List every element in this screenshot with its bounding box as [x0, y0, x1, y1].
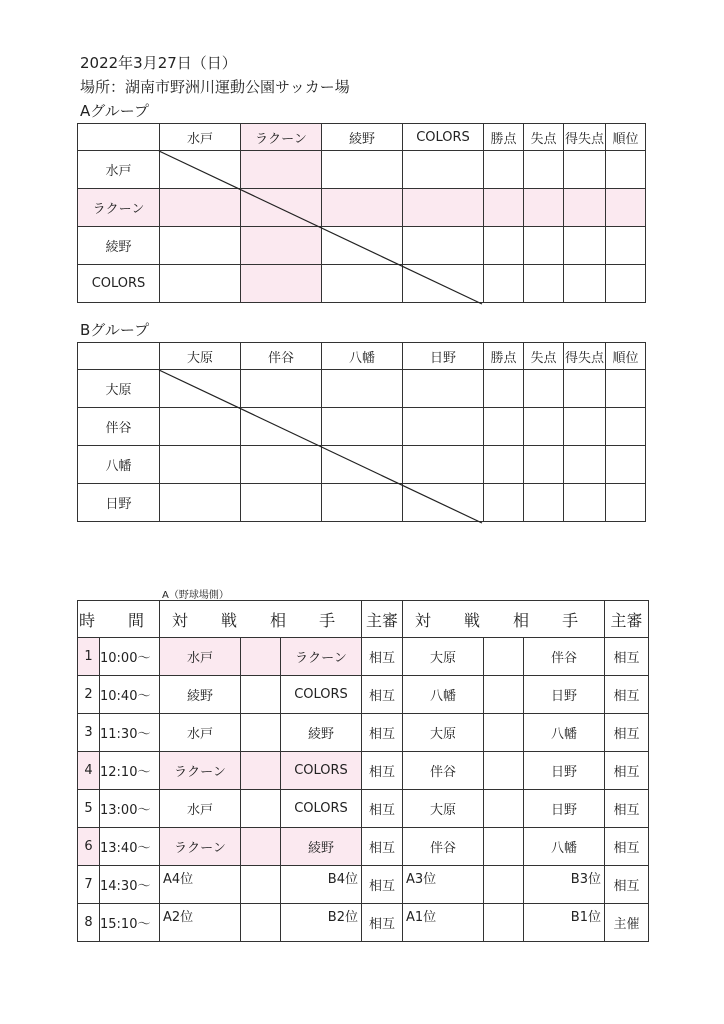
score-cell: [403, 189, 484, 227]
referee-cell: 相互: [362, 790, 403, 828]
home-team: ラクーン: [160, 752, 241, 790]
referee-cell: 相互: [362, 752, 403, 790]
spacer-cell: [241, 752, 281, 790]
spacer-cell: [241, 714, 281, 752]
home-team: 水戸: [160, 638, 241, 676]
col-conceded: 失点: [524, 343, 564, 370]
referee-cell: 相互: [605, 752, 649, 790]
match-number: 5: [78, 790, 100, 828]
stat-cell: [564, 265, 606, 303]
stat-cell: [524, 265, 564, 303]
match-number: 4: [78, 752, 100, 790]
score-cell: [322, 227, 403, 265]
match-number: 1: [78, 638, 100, 676]
referee-cell: 相互: [362, 904, 403, 942]
schedule-row: [78, 676, 649, 714]
row-team: 伴谷: [78, 408, 160, 446]
stat-cell: [606, 265, 646, 303]
score-cell: [322, 408, 403, 446]
away-team: COLORS: [281, 676, 362, 714]
score-cell: [241, 370, 322, 408]
group-a-table: [77, 123, 646, 303]
stat-cell: [524, 408, 564, 446]
referee-cell: 相互: [362, 828, 403, 866]
header-referee-b: 主審: [605, 601, 649, 638]
spacer-cell: [484, 752, 524, 790]
col-team: 大原: [160, 343, 241, 370]
col-team: 水戸: [160, 124, 241, 151]
placeholder-rank-cell: [403, 866, 484, 904]
col-team: ラクーン: [241, 124, 322, 151]
match-time: 13:40〜: [100, 828, 160, 866]
referee-cell: 相互: [362, 866, 403, 904]
stat-cell: [564, 189, 606, 227]
row-team: 大原: [78, 370, 160, 408]
rank-label: B3位: [570, 872, 601, 887]
stat-cell: [484, 446, 524, 484]
spacer-cell: [484, 790, 524, 828]
header-referee-a: 主審: [362, 601, 403, 638]
placeholder-rank-cell: [524, 866, 605, 904]
score-cell: [160, 189, 241, 227]
stat-cell: [564, 227, 606, 265]
stat-cell: [606, 151, 646, 189]
referee-cell: 相互: [605, 790, 649, 828]
stat-cell: [564, 484, 606, 522]
score-cell: [403, 227, 484, 265]
score-cell: [403, 370, 484, 408]
stat-cell: [524, 484, 564, 522]
away-team: 八幡: [524, 714, 605, 752]
match-time: 10:40〜: [100, 676, 160, 714]
schedule-table: [77, 600, 649, 942]
col-points: 勝点: [484, 124, 524, 151]
referee-cell: 相互: [362, 676, 403, 714]
col-points: 勝点: [484, 343, 524, 370]
referee-cell: 相互: [605, 828, 649, 866]
match-number: 8: [78, 904, 100, 942]
rank-label: A4位: [163, 872, 194, 887]
col-goal-diff: 得失点: [564, 124, 606, 151]
spacer-cell: [241, 790, 281, 828]
away-team: 綾野: [281, 828, 362, 866]
away-team: COLORS: [281, 752, 362, 790]
row-team: 水戸: [78, 151, 160, 189]
home-team: 伴谷: [403, 828, 484, 866]
score-cell: [322, 189, 403, 227]
score-cell: [322, 265, 403, 303]
match-date: 2022年3月27日（日）: [80, 54, 237, 72]
away-team: 綾野: [281, 714, 362, 752]
placeholder-rank-cell: [160, 904, 241, 942]
group-a-title: Aグループ: [80, 102, 150, 120]
stat-cell: [524, 446, 564, 484]
corner-cell: [78, 124, 160, 151]
score-cell: [160, 484, 241, 522]
score-cell: [160, 151, 241, 189]
score-cell: [322, 446, 403, 484]
rank-label: A1位: [406, 910, 437, 925]
stat-cell: [564, 151, 606, 189]
score-cell: [160, 227, 241, 265]
row-team: 綾野: [78, 227, 160, 265]
home-team: 八幡: [403, 676, 484, 714]
spacer-cell: [484, 714, 524, 752]
rank-label: B2位: [327, 910, 358, 925]
away-team: COLORS: [281, 790, 362, 828]
score-cell: [241, 484, 322, 522]
score-cell: [160, 408, 241, 446]
score-cell: [241, 446, 322, 484]
stat-cell: [484, 227, 524, 265]
stat-cell: [606, 446, 646, 484]
stat-cell: [524, 370, 564, 408]
score-cell: [403, 484, 484, 522]
rank-label: B1位: [570, 910, 601, 925]
row-team: ラクーン: [78, 189, 160, 227]
referee-cell: 相互: [605, 714, 649, 752]
stat-cell: [564, 446, 606, 484]
stat-cell: [606, 189, 646, 227]
away-team: 日野: [524, 790, 605, 828]
home-team: 伴谷: [403, 752, 484, 790]
stat-cell: [564, 408, 606, 446]
stat-cell: [564, 370, 606, 408]
spacer-cell: [241, 866, 281, 904]
spacer-cell: [241, 904, 281, 942]
col-rank: 順位: [606, 343, 646, 370]
match-time: 15:10〜: [100, 904, 160, 942]
stat-cell: [606, 370, 646, 408]
score-cell: [322, 484, 403, 522]
rank-label: B4位: [327, 872, 358, 887]
score-cell: [403, 446, 484, 484]
match-time: 11:30〜: [100, 714, 160, 752]
match-time: 10:00〜: [100, 638, 160, 676]
score-cell: [403, 408, 484, 446]
away-team: ラクーン: [281, 638, 362, 676]
stat-cell: [484, 408, 524, 446]
score-cell: [160, 265, 241, 303]
rank-label: A2位: [163, 910, 194, 925]
spacer-cell: [484, 676, 524, 714]
stat-cell: [484, 189, 524, 227]
row-team: 八幡: [78, 446, 160, 484]
stat-cell: [524, 151, 564, 189]
group-b-table: [77, 342, 646, 522]
schedule-row: [78, 752, 649, 790]
stat-cell: [484, 265, 524, 303]
placeholder-rank-cell: [281, 866, 362, 904]
col-goal-diff: 得失点: [564, 343, 606, 370]
away-team: 日野: [524, 752, 605, 790]
match-number: 7: [78, 866, 100, 904]
spacer-cell: [484, 866, 524, 904]
col-team: 伴谷: [241, 343, 322, 370]
rank-label: A3位: [406, 872, 437, 887]
col-rank: 順位: [606, 124, 646, 151]
score-cell: [241, 151, 322, 189]
stat-cell: [524, 189, 564, 227]
spacer-cell: [484, 638, 524, 676]
schedule-row: [78, 866, 649, 904]
referee-cell: 相互: [362, 638, 403, 676]
match-number: 3: [78, 714, 100, 752]
row-team: 日野: [78, 484, 160, 522]
score-cell: [160, 370, 241, 408]
score-cell: [322, 370, 403, 408]
away-team: 八幡: [524, 828, 605, 866]
placeholder-rank-cell: [403, 904, 484, 942]
away-team: 伴谷: [524, 638, 605, 676]
spacer-cell: [241, 828, 281, 866]
spacer-cell: [241, 676, 281, 714]
group-b-title: Bグループ: [80, 321, 150, 339]
venue: 場所：湖南市野洲川運動公園サッカー場: [80, 78, 350, 96]
score-cell: [241, 408, 322, 446]
home-team: 大原: [403, 790, 484, 828]
spacer-cell: [241, 638, 281, 676]
placeholder-rank-cell: [524, 904, 605, 942]
header-match-a: 対 戦 相 手: [160, 601, 362, 638]
score-cell: [241, 265, 322, 303]
home-team: 大原: [403, 714, 484, 752]
spacer-cell: [484, 904, 524, 942]
home-team: 水戸: [160, 714, 241, 752]
schedule-row: [78, 904, 649, 942]
referee-cell: 相互: [605, 676, 649, 714]
stat-cell: [524, 227, 564, 265]
stat-cell: [606, 484, 646, 522]
stat-cell: [606, 408, 646, 446]
home-team: 大原: [403, 638, 484, 676]
away-team: 日野: [524, 676, 605, 714]
schedule-row: [78, 790, 649, 828]
score-cell: [322, 151, 403, 189]
score-cell: [241, 227, 322, 265]
referee-cell: 主催: [605, 904, 649, 942]
match-number: 6: [78, 828, 100, 866]
schedule-row: [78, 714, 649, 752]
header-time: 時 間: [78, 601, 160, 638]
score-cell: [403, 265, 484, 303]
referee-cell: 相互: [605, 866, 649, 904]
col-conceded: 失点: [524, 124, 564, 151]
home-team: ラクーン: [160, 828, 241, 866]
col-team: COLORS: [403, 124, 484, 151]
row-team: COLORS: [78, 265, 160, 303]
schedule-row: [78, 638, 649, 676]
match-time: 14:30〜: [100, 866, 160, 904]
header-match-b: 対 戦 相 手: [403, 601, 605, 638]
score-cell: [160, 446, 241, 484]
match-time: 13:00〜: [100, 790, 160, 828]
col-team: 日野: [403, 343, 484, 370]
col-team: 八幡: [322, 343, 403, 370]
referee-cell: 相互: [605, 638, 649, 676]
home-team: 水戸: [160, 790, 241, 828]
placeholder-rank-cell: [160, 866, 241, 904]
referee-cell: 相互: [362, 714, 403, 752]
match-time: 12:10〜: [100, 752, 160, 790]
stat-cell: [606, 227, 646, 265]
corner-cell: [78, 343, 160, 370]
schedule-caption: A（野球場側）: [162, 590, 229, 601]
stat-cell: [484, 484, 524, 522]
score-cell: [241, 189, 322, 227]
placeholder-rank-cell: [281, 904, 362, 942]
schedule-row: [78, 828, 649, 866]
col-team: 綾野: [322, 124, 403, 151]
stat-cell: [484, 370, 524, 408]
score-cell: [403, 151, 484, 189]
spacer-cell: [484, 828, 524, 866]
match-number: 2: [78, 676, 100, 714]
home-team: 綾野: [160, 676, 241, 714]
stat-cell: [484, 151, 524, 189]
